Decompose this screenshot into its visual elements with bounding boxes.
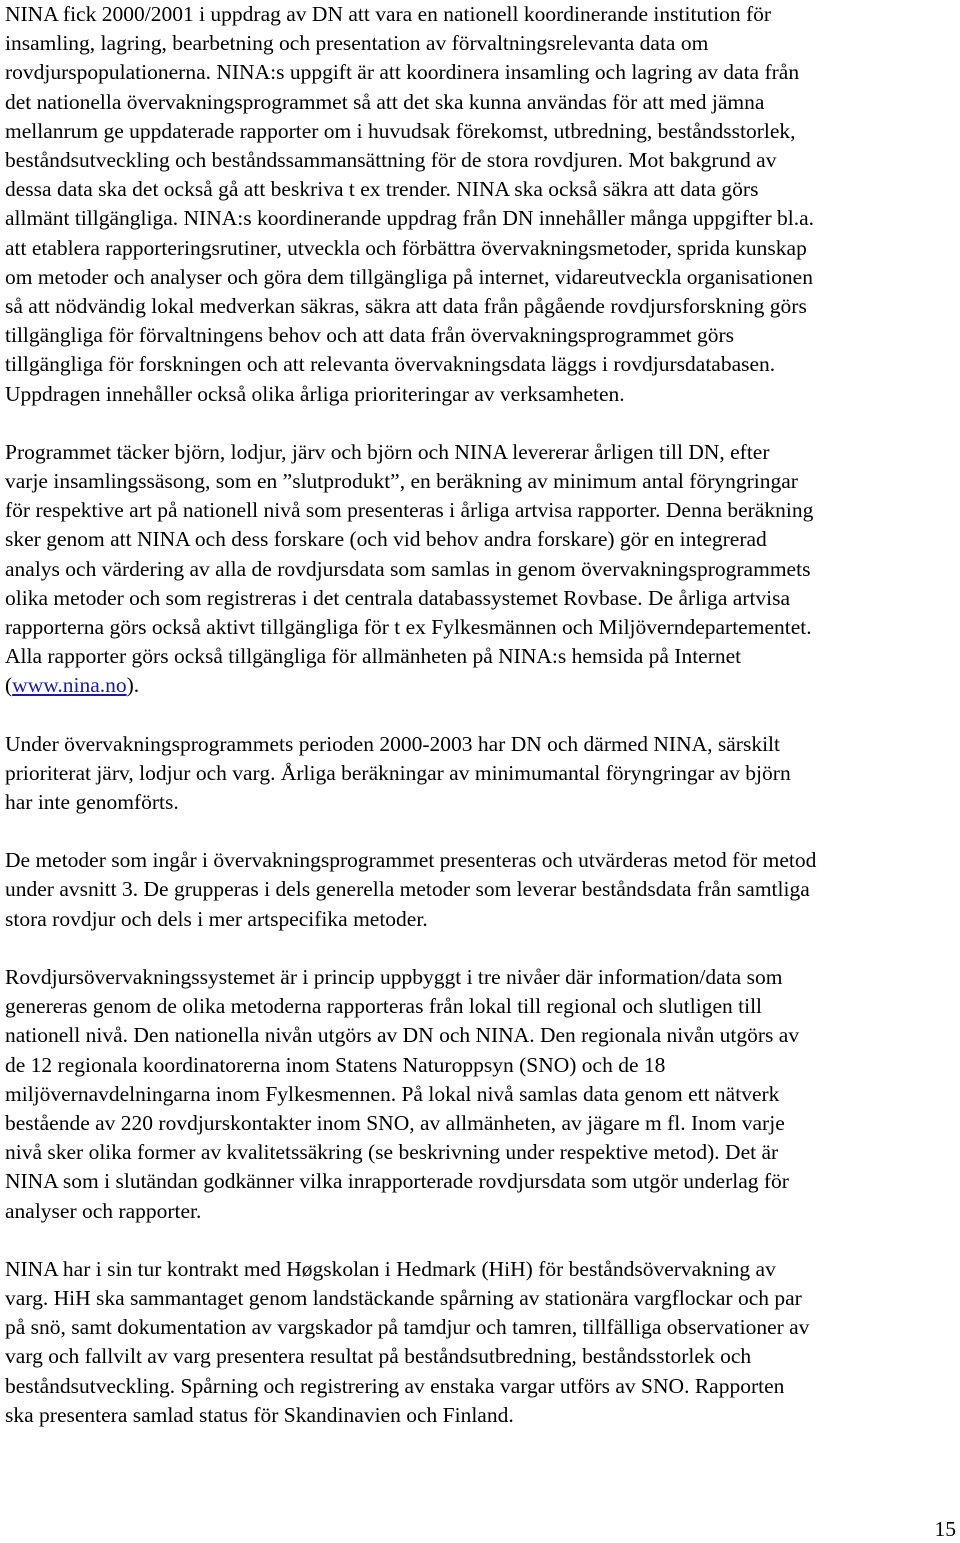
text-line: NINA har i sin tur kontrakt med Høgskolan i Hedmark (HiH) för beståndsövervakning av [5,1256,776,1281]
paragraph-programme [5,438,960,701]
paragraph-gap [5,817,960,846]
text-line: mellanrum ge uppdaterade rapporter om i huvudsak förekomst, utbredning, beståndsstorlek, [5,118,796,143]
text-line: varje insamlingssäsong, som en ”slutprodukt”, en beräkning av minimum antal föryngringar [5,469,798,494]
text-line: tillgängliga för forskningen och att relevanta övervakningsdata läggs i rovdjursdatabasen. [5,352,776,377]
text-line: nivå sker olika former av kvalitetssäkring (se beskrivning under respektive metod). Det är [5,1140,779,1165]
text-line: Alla rapporter görs också tillgängliga för allmänheten på NINA:s hemsida på Internet [5,644,742,669]
text-line: dessa data ska det också gå att beskriva t ex trender. NINA ska också säkra att data görs [5,177,759,202]
paragraph-gap [5,1226,960,1255]
text-line: genereras genom de olika metoderna rapporteras från lokal till regional och slutligen till [5,994,763,1019]
text-line: under avsnitt 3. De grupperas i dels generella metoder som leverar beståndsdata från samtliga [5,877,810,902]
text-line: beståndsutveckling. Spårning och registrering av enstaka vargar utförs av SNO. Rapporten [5,1373,785,1398]
text-line: sker genom att NINA och dess forskare (och vid behov andra forskare) gör en integrerad [5,527,767,552]
text-line: de 12 regionala koordinatorerna inom Statens Naturoppsyn (SNO) och de 18 [5,1052,666,1077]
text-line: ska presentera samlad status för Skandinavien och Finland. [5,1402,514,1427]
text-line: nationell nivå. Den nationella nivån utgörs av DN och NINA. Den regionala nivån utgörs av [5,1023,800,1048]
page-number: 15 [934,1517,956,1541]
text-line: analyser och rapporter. [5,1198,202,1223]
text-line: varg och fallvilt av varg presentera resultat på beståndsutbredning, beståndsstorlek och [5,1344,752,1369]
text-line: rapporterna görs också aktivt tillgängliga för t ex Fylkesmännen och Miljöverndepartementet. [5,615,812,640]
paragraph-gap [5,409,960,438]
text-line-with-link [5,671,960,700]
link-prefix: ( [5,673,13,698]
paragraph-hih-contract [5,1255,960,1430]
text-line: NINA som i slutändan godkänner vilka inrapporterade rovdjursdata som utgör underlag för [5,1169,789,1194]
paragraph-gap [5,701,960,730]
paragraph-nina-assignment [5,0,960,409]
text-line: har inte genomförts. [5,790,179,815]
paragraph-monitoring-levels [5,963,960,1226]
link-suffix: ). [126,673,140,698]
text-line: tillgängliga för förvaltningens behov och att data från övervakningsprogrammet görs [5,323,734,348]
text-line: prioriterat järv, lodjur och varg. Årliga beräkningar av minimumantal föryngringar av björn [5,760,791,785]
text-line: analys och värdering av alla de rovdjursdata som samlas in genom övervakningsprogrammets [5,556,811,581]
text-line: De metoder som ingår i övervakningsprogrammet presenteras och utvärderas metod för metod [5,848,817,873]
paragraph-gap [5,934,960,963]
text-line: bestående av 220 rovdjurskontakter inom SNO, av allmänheten, av jägare m fl. Inom varje [5,1110,785,1135]
text-line: Rovdjursövervakningssystemet är i princip uppbyggt i tre nivåer där information/data som [5,964,783,989]
text-line: det nationella övervakningsprogrammet så att det ska kunna användas för att med jämna [5,89,765,114]
text-line: Programmet täcker björn, lodjur, järv och björn och NINA levererar årligen till DN, efter [5,439,770,464]
text-line: allmänt tillgängliga. NINA:s koordinerande uppdrag från DN innehåller många uppgifter bl.a. [5,206,814,231]
text-line: stora rovdjur och dels i mer artspecifika metoder. [5,906,428,931]
text-line: för respektive art på nationell nivå som presenteras i årliga artvisa rapporter. Denna beräkning [5,498,814,523]
text-line: miljövernavdelningarna inom Fylkesmennen. På lokal nivå samlas data genom ett nätverk [5,1081,780,1106]
paragraph-methods [5,846,960,934]
text-line: Under övervakningsprogrammets perioden 2000-2003 har DN och därmed NINA, särskilt [5,731,780,756]
paragraph-priorities [5,730,960,818]
text-line: NINA fick 2000/2001 i uppdrag av DN att vara en nationell koordinerande institution för [5,2,772,26]
text-line: Uppdragen innehåller också olika årliga prioriteringar av verksamheten. [5,381,625,406]
text-line: beståndsutveckling och beståndssammansättning för de stora rovdjuren. Mot bakgrund av [5,148,777,173]
text-line: varg. HiH ska sammantaget genom landstäckande spårning av stationära vargflockar och par [5,1285,802,1310]
text-line: om metoder och analyser och göra dem tillgängliga på internet, vidareutveckla organisationen [5,264,813,289]
text-line: så att nödvändig lokal medverkan säkras, säkra att data från pågående rovdjursforskning görs [5,294,807,319]
document-page [5,0,960,1430]
text-line: olika metoder och som registreras i det centrala databassystemet Rovbase. De årliga artvisa [5,585,791,610]
text-line: insamling, lagring, bearbetning och presentation av förvaltningsrelevanta data om [5,31,709,56]
text-line: att etablera rapporteringsrutiner, utveckla och förbättra övervakningsmetoder, sprida kunskap [5,235,807,260]
text-line: rovdjurspopulationerna. NINA:s uppgift är att koordinera insamling och lagring av data från [5,60,800,85]
text-line: på snö, samt dokumentation av vargskador på tamdjur och tamren, tillfälliga observationer av [5,1315,810,1340]
nina-website-link[interactable]: www.nina.no [12,673,127,698]
